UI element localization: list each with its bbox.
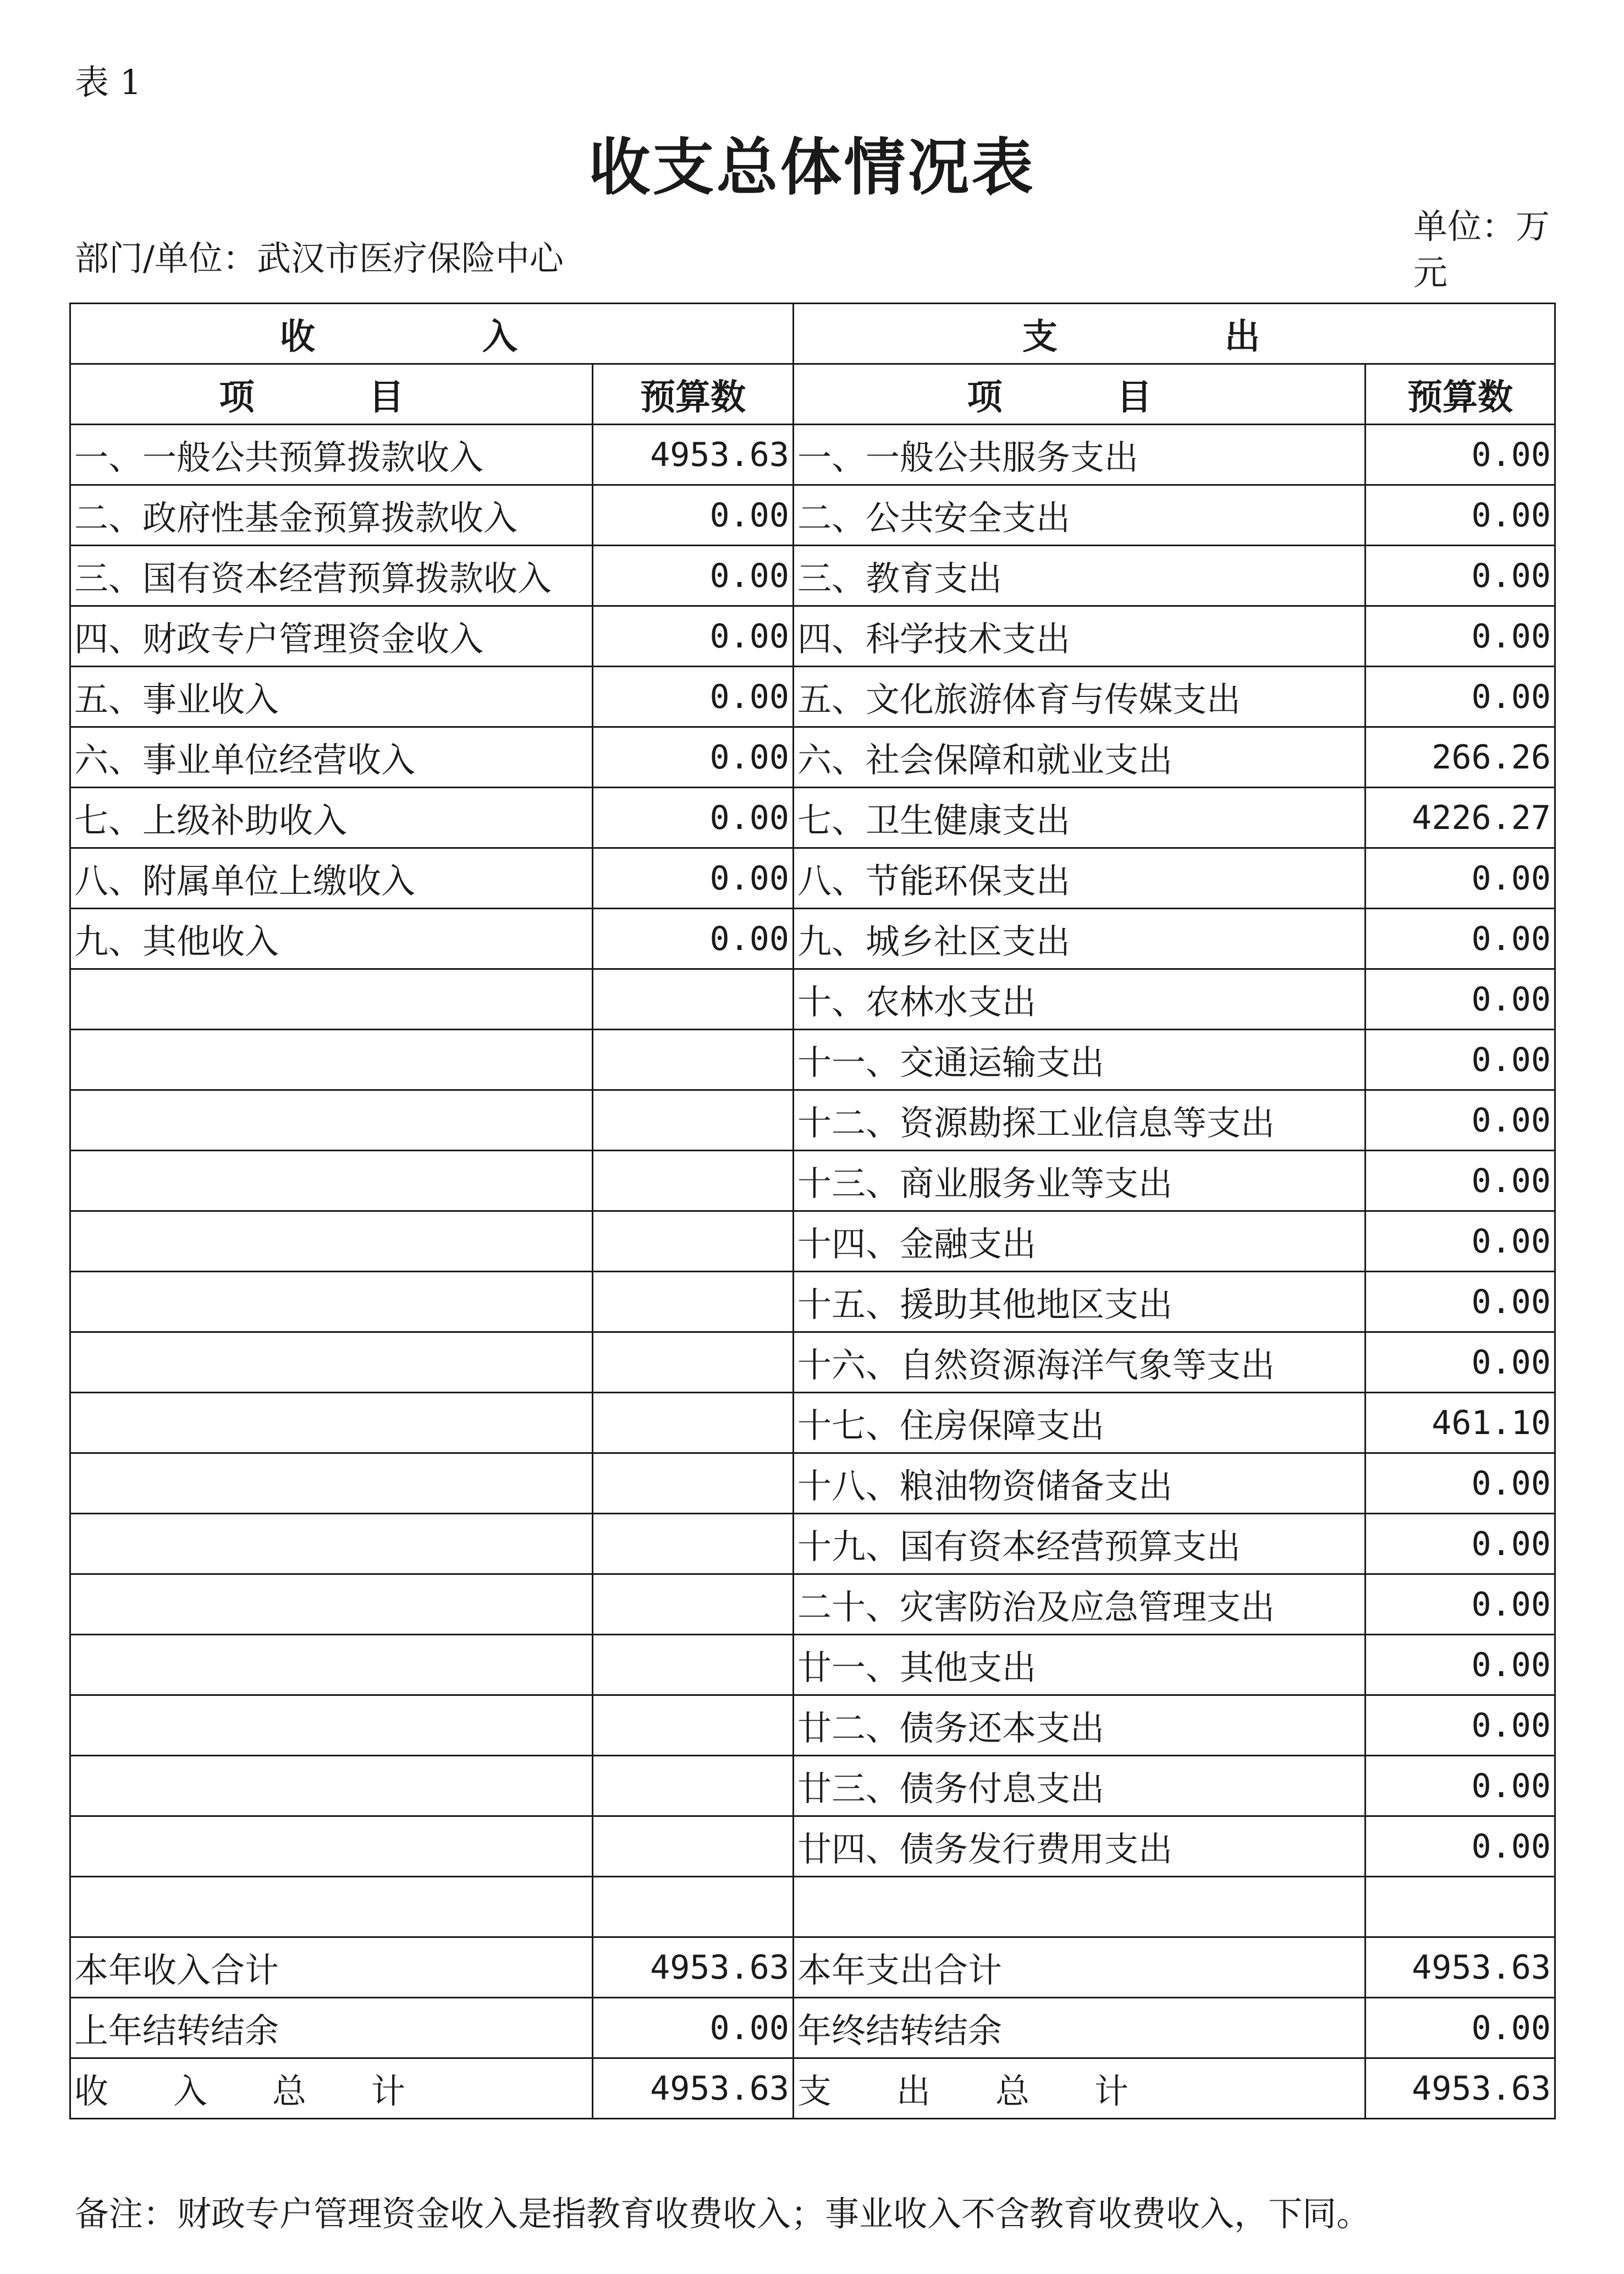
footnote: 备注：财政专户管理资金收入是指教育收费收入；事业收入不含教育收费收入，下同。 [75, 2194, 1371, 2234]
expense-total-value: 4953.63 [1366, 2058, 1555, 2119]
budget-table [69, 303, 1556, 2119]
income-value-cell: 0.00 [593, 606, 794, 667]
expense-value-cell: 266.26 [1366, 727, 1555, 788]
income-item-cell [70, 1877, 593, 1937]
expense-item-cell: 十六、自然资源海洋气象等支出 [794, 1332, 1366, 1393]
expense-item-cell: 六、社会保障和就业支出 [794, 727, 1366, 788]
expense-item-cell: 十四、金融支出 [794, 1211, 1366, 1272]
table-row [70, 485, 1555, 546]
expense-item-cell: 廿一、其他支出 [794, 1635, 1366, 1695]
table-number: 表 1 [75, 62, 142, 102]
table-row [70, 1695, 1555, 1756]
table-row [70, 1816, 1555, 1877]
column-header-row [70, 364, 1555, 425]
expense-value-cell: 0.00 [1366, 1332, 1555, 1393]
table-row [70, 1393, 1555, 1453]
income-item-cell [70, 1514, 593, 1574]
table-body [70, 425, 1555, 2119]
table-row [70, 425, 1555, 485]
income-item-header: 项 目 [70, 364, 593, 425]
table-row [70, 788, 1555, 848]
income-total-value: 4953.63 [593, 2058, 794, 2119]
expense-value-cell: 0.00 [1366, 425, 1555, 485]
income-value-cell [593, 1211, 794, 1272]
expense-item-cell: 十八、粮油物资储备支出 [794, 1453, 1366, 1514]
expense-value-cell [1366, 1877, 1555, 1937]
income-value-cell [593, 969, 794, 1030]
expense-value-cell: 0.00 [1366, 1151, 1555, 1211]
expense-item-cell: 四、科学技术支出 [794, 606, 1366, 667]
income-value-cell: 4953.63 [593, 425, 794, 485]
income-value-cell: 0.00 [593, 546, 794, 606]
total-row [70, 1937, 1555, 1998]
table-row [70, 667, 1555, 727]
income-item-cell [70, 1151, 593, 1211]
income-item-cell [70, 1453, 593, 1514]
income-value-cell: 0.00 [593, 909, 794, 969]
income-value-cell [593, 1635, 794, 1695]
income-item-cell [70, 1090, 593, 1151]
expense-value-cell: 0.00 [1366, 485, 1555, 546]
table-row [70, 1332, 1555, 1393]
income-value-cell [593, 1574, 794, 1635]
table-row [70, 848, 1555, 909]
income-total-value: 4953.63 [593, 1937, 794, 1998]
expense-item-cell: 十一、交通运输支出 [794, 1030, 1366, 1090]
table-row [70, 1453, 1555, 1514]
table-row [70, 1090, 1555, 1151]
expense-value-cell: 0.00 [1366, 1695, 1555, 1756]
table-row [70, 727, 1555, 788]
income-item-cell: 七、上级补助收入 [70, 788, 593, 848]
income-item-cell [70, 1816, 593, 1877]
income-item-cell [70, 1332, 593, 1393]
expense-item-cell: 廿二、债务还本支出 [794, 1695, 1366, 1756]
expense-value-cell: 0.00 [1366, 1030, 1555, 1090]
expense-value-cell: 0.00 [1366, 909, 1555, 969]
income-item-cell [70, 1695, 593, 1756]
income-item-cell [70, 1635, 593, 1695]
table-row [70, 969, 1555, 1030]
expense-value-cell: 0.00 [1366, 1272, 1555, 1332]
expense-item-cell: 十、农林水支出 [794, 969, 1366, 1030]
expense-value-cell: 0.00 [1366, 1635, 1555, 1695]
table-row [70, 909, 1555, 969]
income-value-cell: 0.00 [593, 727, 794, 788]
income-value-cell [593, 1877, 794, 1937]
income-item-cell: 九、其他收入 [70, 909, 593, 969]
expense-value-cell: 0.00 [1366, 1816, 1555, 1877]
income-item-cell [70, 1393, 593, 1453]
expense-total-label: 支出总计 [794, 2058, 1366, 2119]
income-total-label: 上年结转结余 [70, 1998, 593, 2058]
page-title: 收支总体情况表 [588, 131, 1036, 204]
expense-item-header: 项 目 [794, 364, 1366, 425]
income-item-cell [70, 1211, 593, 1272]
income-item-cell [70, 1756, 593, 1816]
expense-value-cell: 461.10 [1366, 1393, 1555, 1453]
income-value-cell: 0.00 [593, 788, 794, 848]
table-row [70, 1272, 1555, 1332]
expense-value-cell: 0.00 [1366, 1090, 1555, 1151]
income-item-cell: 三、国有资本经营预算拨款收入 [70, 546, 593, 606]
income-item-cell [70, 1272, 593, 1332]
income-value-cell [593, 1030, 794, 1090]
expense-item-cell: 二十、灾害防治及应急管理支出 [794, 1574, 1366, 1635]
expense-item-cell: 三、教育支出 [794, 546, 1366, 606]
expense-item-cell: 廿四、债务发行费用支出 [794, 1816, 1366, 1877]
expense-item-cell: 十二、资源勘探工业信息等支出 [794, 1090, 1366, 1151]
table-row [70, 1151, 1555, 1211]
table-row [70, 546, 1555, 606]
income-item-cell [70, 1030, 593, 1090]
expense-item-cell: 五、文化旅游体育与传媒支出 [794, 667, 1366, 727]
income-value-cell [593, 1453, 794, 1514]
total-row [70, 2058, 1555, 2119]
income-item-cell: 八、附属单位上缴收入 [70, 848, 593, 909]
table-row [70, 1030, 1555, 1090]
income-value-cell: 0.00 [593, 485, 794, 546]
expense-item-cell: 九、城乡社区支出 [794, 909, 1366, 969]
table-row [70, 1574, 1555, 1635]
expense-value-cell: 0.00 [1366, 667, 1555, 727]
income-value-cell [593, 1816, 794, 1877]
income-value-cell [593, 1514, 794, 1574]
income-item-cell: 一、一般公共预算拨款收入 [70, 425, 593, 485]
expense-item-cell: 七、卫生健康支出 [794, 788, 1366, 848]
table-row [70, 1877, 1555, 1937]
income-item-cell: 四、财政专户管理资金收入 [70, 606, 593, 667]
expense-item-cell: 十三、商业服务业等支出 [794, 1151, 1366, 1211]
income-value-cell [593, 1272, 794, 1332]
expense-value-cell: 0.00 [1366, 969, 1555, 1030]
department-label: 部门/单位：武汉市医疗保险中心 [75, 238, 564, 278]
expense-total-value: 4953.63 [1366, 1937, 1555, 1998]
income-item-cell [70, 969, 593, 1030]
table-row [70, 1514, 1555, 1574]
expense-item-cell: 十九、国有资本经营预算支出 [794, 1514, 1366, 1574]
expense-total-label: 年终结转结余 [794, 1998, 1366, 2058]
income-value-cell: 0.00 [593, 667, 794, 727]
income-item-cell: 六、事业单位经营收入 [70, 727, 593, 788]
income-value-cell [593, 1332, 794, 1393]
income-value-cell [593, 1756, 794, 1816]
table-row [70, 1211, 1555, 1272]
income-section-header: 收 入 [70, 304, 794, 364]
expense-total-value: 0.00 [1366, 1998, 1555, 2058]
table-row [70, 1635, 1555, 1695]
income-value-cell [593, 1151, 794, 1211]
total-row [70, 1998, 1555, 2058]
income-value-cell [593, 1695, 794, 1756]
income-item-cell [70, 1574, 593, 1635]
income-value-cell [593, 1090, 794, 1151]
income-value-cell [593, 1393, 794, 1453]
expense-item-cell: 二、公共安全支出 [794, 485, 1366, 546]
table-row [70, 1756, 1555, 1816]
expense-item-cell [794, 1877, 1366, 1937]
expense-value-cell: 4226.27 [1366, 788, 1555, 848]
income-total-label: 本年收入合计 [70, 1937, 593, 1998]
expense-item-cell: 八、节能环保支出 [794, 848, 1366, 909]
expense-value-cell: 0.00 [1366, 848, 1555, 909]
expense-item-cell: 廿三、债务付息支出 [794, 1756, 1366, 1816]
section-header-row [70, 304, 1555, 364]
table-row [70, 606, 1555, 667]
expense-budget-header: 预算数 [1366, 364, 1555, 425]
expense-value-cell: 0.00 [1366, 546, 1555, 606]
expense-value-cell: 0.00 [1366, 1453, 1555, 1514]
income-total-value: 0.00 [593, 1998, 794, 2058]
expense-item-cell: 十七、住房保障支出 [794, 1393, 1366, 1453]
expense-item-cell: 十五、援助其他地区支出 [794, 1272, 1366, 1332]
income-item-cell: 二、政府性基金预算拨款收入 [70, 485, 593, 546]
expense-value-cell: 0.00 [1366, 1211, 1555, 1272]
expense-value-cell: 0.00 [1366, 1574, 1555, 1635]
income-total-label: 收入总计 [70, 2058, 593, 2119]
expense-value-cell: 0.00 [1366, 1514, 1555, 1574]
expense-value-cell: 0.00 [1366, 606, 1555, 667]
income-item-cell: 五、事业收入 [70, 667, 593, 727]
expense-total-label: 本年支出合计 [794, 1937, 1366, 1998]
expense-value-cell: 0.00 [1366, 1756, 1555, 1816]
expense-item-cell: 一、一般公共服务支出 [794, 425, 1366, 485]
income-budget-header: 预算数 [593, 364, 794, 425]
unit-label: 单位：万元 [1413, 206, 1550, 293]
expense-section-header: 支 出 [794, 304, 1555, 364]
income-value-cell: 0.00 [593, 848, 794, 909]
